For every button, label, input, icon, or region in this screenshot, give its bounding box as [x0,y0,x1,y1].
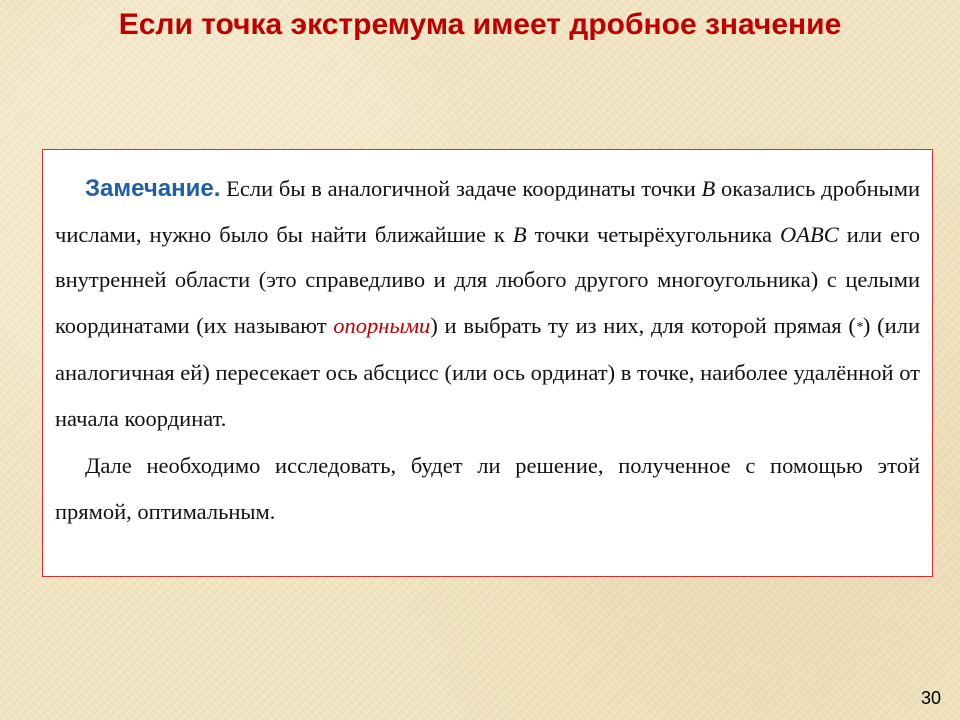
note-text-e: ) и выбрать ту из них, для которой прямая [430,312,849,338]
quadrilateral-name: OABC [780,221,839,247]
point-b-first: B [701,176,716,201]
paren-close: ) [862,312,871,338]
slide-title: Если точка экстремума имеет дробное значение [118,8,842,41]
note-text-a: Если бы в аналогичной задаче координаты точки [220,176,702,201]
paren-open: ( [848,312,856,338]
note-paragraph-2: Дале необходимо исследовать, будет ли решение, полученное с помощью этой прямой, оптимальным. [55,453,920,524]
point-b-second: B [512,221,527,247]
note-box [42,149,933,577]
highlight-term: опорными [333,312,431,338]
equation-reference: * [855,319,863,335]
note-text-b: оказались дробными числами, нужно было бы найти ближайшие к [55,176,921,247]
note-label: Замечание. [85,175,221,202]
note-text-c: точки четырёхугольника [526,221,781,247]
note-text-d: или его внутренней области (это справедливо и для любого другого многоугольника) с целыми координатами (их называют [55,221,920,338]
slide-number: 30 [920,688,941,708]
note-paragraph-1 [55,166,920,441]
note-text-f: (или аналогичная ей) пересекает ось абсцисс (или ось ординат) в точке, наиболее удалённой от начала координат. [55,312,920,431]
